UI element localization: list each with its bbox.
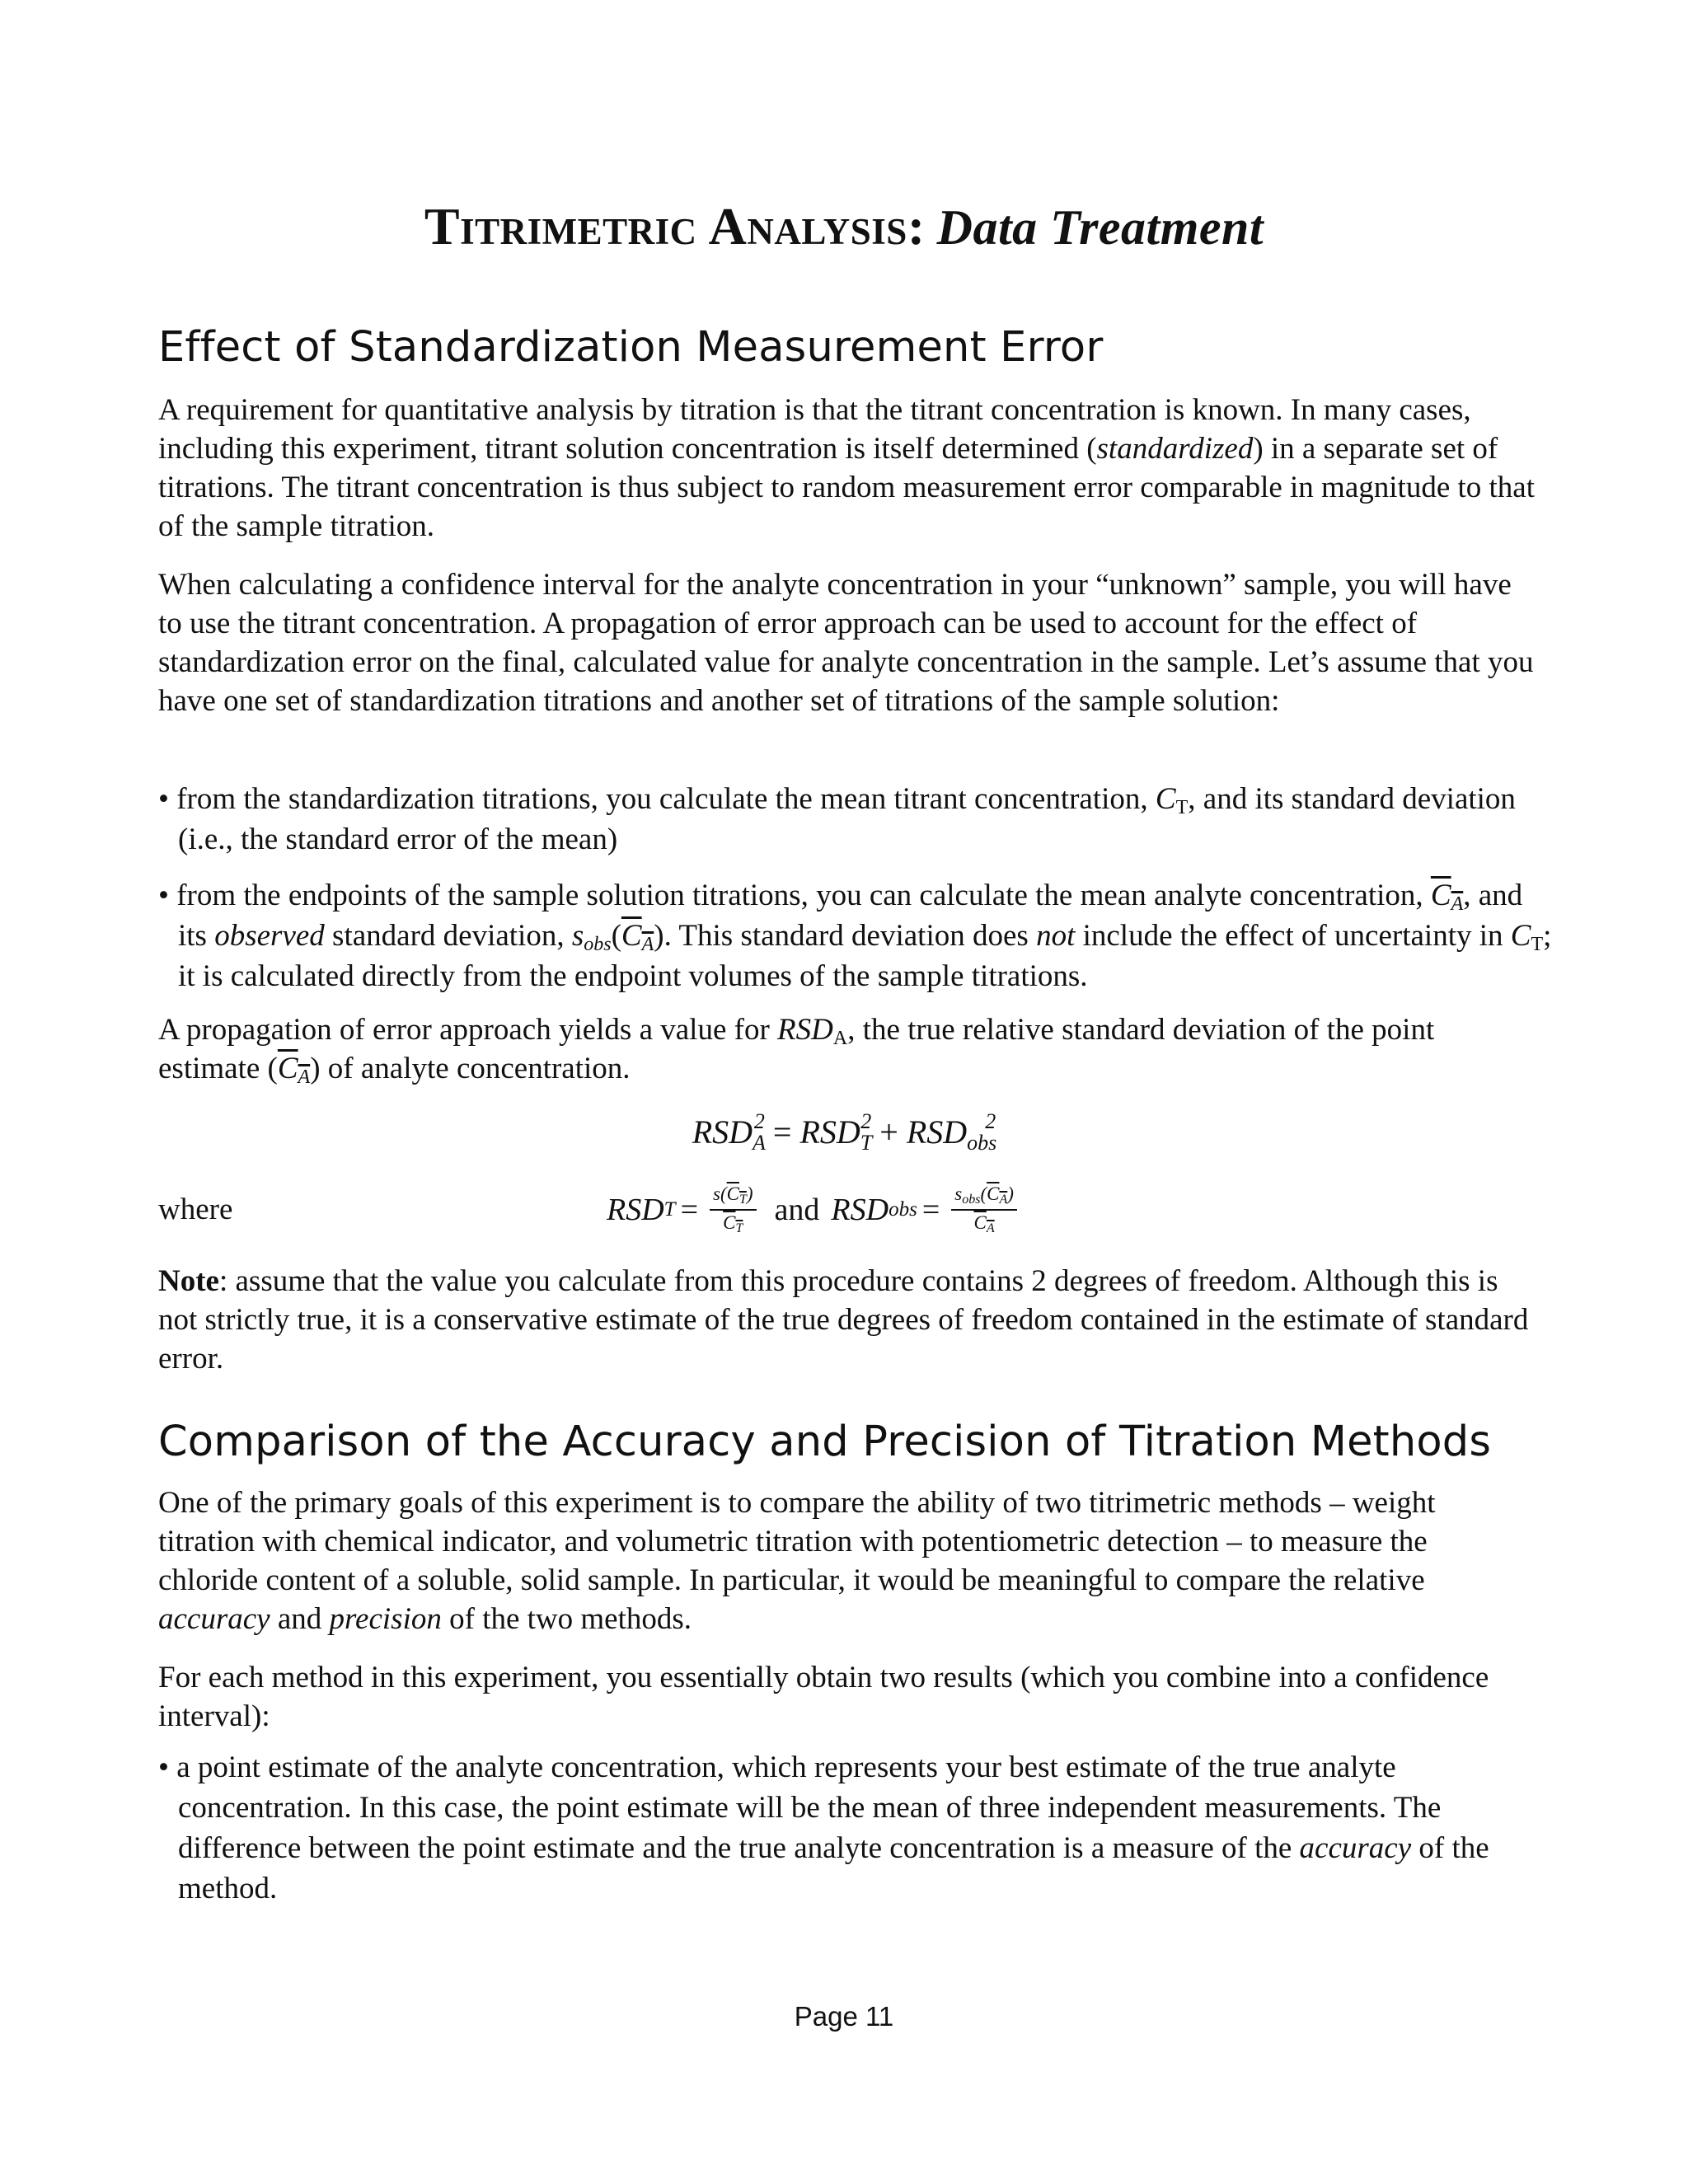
paragraph-primary-goals: One of the primary goals of this experiment is to compare the ability of two titrimetric methods – weight titration with chemical indicator, and volumetric titration with potentiometric detection – to measure the chloride content of a soluble, solid sample. In particular, it would be meaningful to compare the relative accuracy and precision of the two methods. <box>158 1486 1436 1636</box>
section-heading-comparison: Comparison of the Accuracy and Precision of Titration Methods <box>158 1418 1492 1466</box>
equation-rsd-sum: $RSD_A^2 = RSD_T^2 + RSD_{obs}^2$ <box>692 1109 997 1155</box>
page-subtitle: Data Treatment <box>936 200 1264 255</box>
fraction-rsd-t: $\frac{s(CT)}{CT}$ <box>710 1183 757 1236</box>
fraction-rsd-obs: $\frac{\text{sobs(CA)}}{CA}$ <box>951 1183 1017 1236</box>
paragraph-propagation: A propagation of error approach yields a value for $RSD_A$, the true relative standard deviation of the point estimate $(C_A)$ of analyte concentration. <box>158 1013 1435 1088</box>
bullet-sample-titrations: • from the endpoints of the sample solution titrations, you can calculate the mean analyte concentration, $C_A$, and its observed standard deviation, $s_{obs}(C_A)$. This standard deviation does not include the effect of uncertainty in $C_T$; it is calculated directly from the endpoint volumes of the sample titrations. <box>158 879 1552 993</box>
section-heading-standardization: Effect of Standardization Measurement Error <box>158 323 1104 372</box>
equation-rsd-definitions: RSD T = $\frac{s(CT)}{CT}$ and RSD obs = $\frac{\text{sobs(CA)}}{CA}$ <box>607 1177 1024 1243</box>
paragraph-note: Note: assume that the value you calculate from this procedure contains 2 degrees of freedom. Although this is not strictly true, it is a conservative estimate of the true degrees of freedom contained in the estimate of standard error. <box>158 1264 1529 1376</box>
bullet-standardization-titrations: • from the standardization titrations, you calculate the mean titrant concentration, $C_T$, and its standard deviation (i.e., the standard error of the mean) <box>158 782 1516 856</box>
where-label: where <box>158 1193 233 1226</box>
page-title: Titrimetric Analysis: Data Treatment <box>424 197 1264 255</box>
paragraph-confidence-interval: When calculating a confidence interval for the analyte concentration in your “unknown” sample, you will have to use the titrant concentration. A propagation of error approach can be used to account for the effect of standardization error on the final, calculated value for analyte concentration in the sample. Let’s assume that you have one set of standardization titrations and another set of titrations of the sample solution: <box>158 568 1534 718</box>
paragraph-requirement: A requirement for quantitative analysis by titration is that the titrant concentration is known. In many cases, including this experiment, titrant solution concentration is itself determined (standardized) in a separate set of titrations. The titrant concentration is thus subject to random measurement error comparable in magnitude to that of the sample titration. <box>158 393 1536 543</box>
paragraph-two-results: For each method in this experiment, you essentially obtain two results (which you combine into a confidence interval): <box>158 1661 1489 1733</box>
bullet-point-estimate: • a point estimate of the analyte concentration, which represents your best estimate of the true analyte concentration. In this case, the point estimate will be the mean of three independent measurements. The difference between the point estimate and the true analyte concentration is a measure of the accuracy of the method. <box>158 1750 1489 1905</box>
page-number: Page 11 <box>794 2001 894 2032</box>
